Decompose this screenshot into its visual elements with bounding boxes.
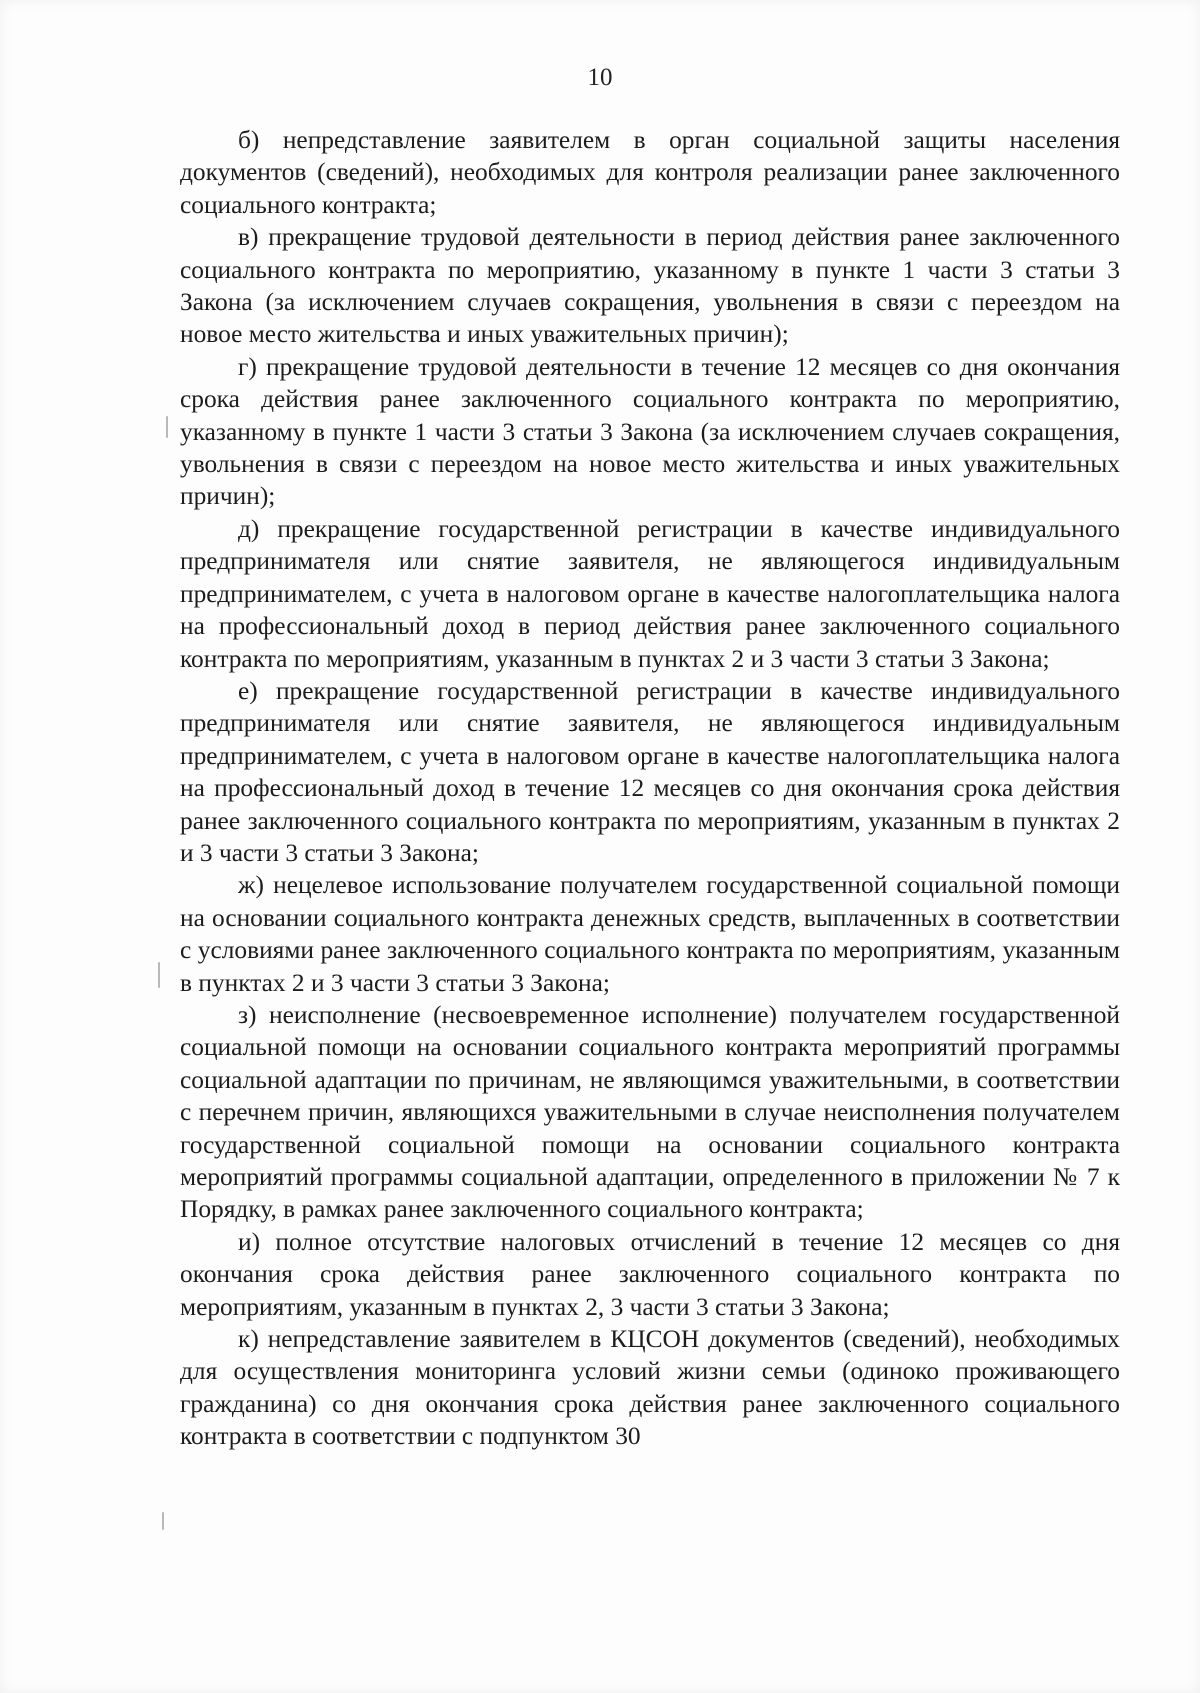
document-body: [180, 124, 1120, 1453]
scan-margin-mark: [166, 416, 168, 438]
page-number: 10: [587, 64, 613, 91]
paragraph-k: к) непредставление заявителем в КЦСОН документов (сведений), необходимых для осуществления мониторинга условий жизни семьи (одиноко проживающего гражданина) со дня окончания срока действия ранее заключенного социального контракта в соответствии с подпунктом 30: [180, 1325, 1120, 1451]
paragraph-e: е) прекращение государственной регистрации в качестве индивидуального предпринимателя или снятие заявителя, не являющегося индивидуальным предпринимателем, с учета в налоговом органе в качестве налогоплательщика налога на профессиональный доход в течение 12 месяцев со дня окончания срока действия ранее заключенного социального контракта по мероприятиям, указанным в пунктах 2 и 3 части 3 статьи 3 Закона;: [180, 676, 1120, 867]
paragraph-g: г) прекращение трудовой деятельности в течение 12 месяцев со дня окончания срока действия ранее заключенного социального контракта по мероприятию, указанному в пункте 1 части 3 статьи 3 Закона (за исключением случаев сокращения, увольнения в связи с переездом на новое место жительства и иных уважительных причин);: [180, 352, 1120, 511]
scan-margin-mark: [162, 1512, 164, 1530]
paragraph-v: в) прекращение трудовой деятельности в период действия ранее заключенного социального контракта по мероприятию, указанному в пункте 1 части 3 статьи 3 Закона (за исключением случаев сокращения, увольнения в связи с переездом на новое место жительства и иных уважительных причин);: [180, 223, 1120, 349]
paragraph-i: и) полное отсутствие налоговых отчислений в течение 12 месяцев со дня окончания срока действия ранее заключенного социального контракта по мероприятиям, указанным в пунктах 2, 3 части 3 статьи 3 Закона;: [180, 1227, 1120, 1321]
scan-margin-mark: [158, 962, 160, 988]
paragraph-b: б) непредставление заявителем в орган социальной защиты населения документов (сведений), необходимых для контроля реализации ранее заключенного социального контракта;: [180, 126, 1120, 219]
paragraph-zh: ж) нецелевое использование получателем государственной социальной помощи на основании социального контракта денежных средств, выплаченных в соответствии с условиями ранее заключенного социального контракта по мероприятиям, указанным в пунктах 2 и 3 части 3 статьи 3 Закона;: [180, 871, 1120, 997]
paragraph-z: з) неисполнение (несвоевременное исполнение) получателем государственной социальной помощи на основании социального контракта мероприятий программы социальной адаптации по причинам, не являющимся уважительными, в соответствии с перечнем причин, являющихся уважительными в случае неисполнения получателем государственной социальной помощи на основании социального контракта мероприятий программы социальной адаптации, определенного в приложении № 7 к Порядку, в рамках ранее заключенного социального контракта;: [180, 1000, 1120, 1224]
paragraph-d: д) прекращение государственной регистрации в качестве индивидуального предпринимателя или снятие заявителя, не являющегося индивидуальным предпринимателем, с учета в налоговом органе в качестве налогоплательщика налога на профессиональный доход в период действия ранее заключенного социального контракта по мероприятиям, указанным в пунктах 2 и 3 части 3 статьи 3 Закона;: [180, 514, 1120, 673]
